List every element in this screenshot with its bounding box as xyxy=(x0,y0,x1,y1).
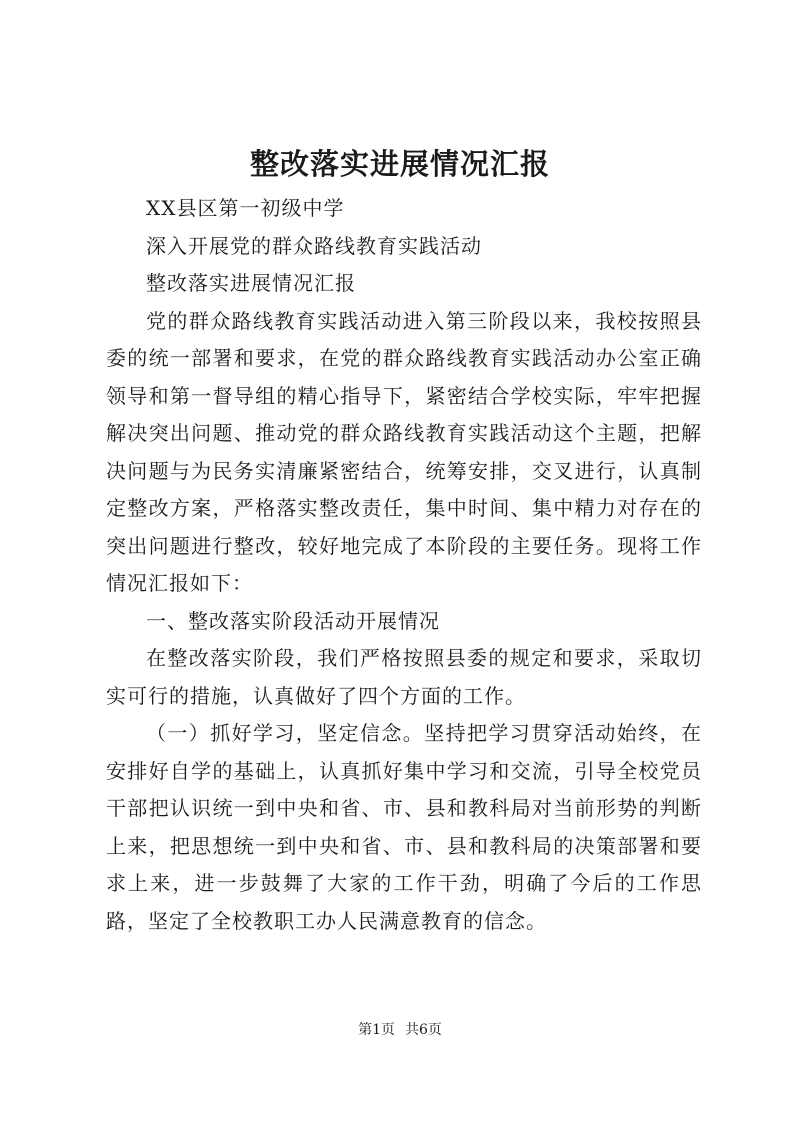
page-number: 第1页 xyxy=(358,1022,395,1038)
document-title: 整改落实进展情况汇报 xyxy=(249,147,550,181)
paragraph-item-1: （一）抓好学习，坚定信念。坚持把学习贯穿活动始终，在安排好自学的基础上，认真抓好集中学习和交流，引导全校党员干部把认识统一到中央和省、市、县和教科局对当前形势的判断上来，把思想统一到中央和省、市、县和教科局的决策部署和要求上来，进一步鼓舞了大家的工作干劲，明确了今后的工作思路，坚定了全校教职工办人民满意教育的信念。 xyxy=(106,721,702,933)
page-footer xyxy=(0,1020,800,1040)
section-heading-1: 一、整改落实阶段活动开展情况 xyxy=(146,608,440,633)
paragraph-school-name: XX县区第一初级中学 xyxy=(146,196,345,220)
document-body xyxy=(106,190,702,940)
paragraph-report-subtitle: 整改落实进展情况汇报 xyxy=(146,271,356,295)
paragraph-activity-name: 深入开展党的群众路线教育实践活动 xyxy=(146,233,482,258)
paragraph-section-1-intro: 在整改落实阶段，我们严格按照县委的规定和要求，采取切实可行的措施，认真做好了四个方面的工作。 xyxy=(106,646,702,708)
page-total: 共6页 xyxy=(405,1022,442,1038)
paragraph-introduction: 党的群众路线教育实践活动进入第三阶段以来，我校按照县委的统一部署和要求，在党的群众路线教育实践活动办公室正确领导和第一督导组的精心指导下，紧密结合学校实际，牢牢把握解决突出问题、推动党的群众路线教育实践活动这个主题，把解决问题与为民务实清廉紧密结合，统筹安排，交叉进行，认真制定整改方案，严格落实整改责任，集中时间、集中精力对存在的突出问题进行整改，较好地完成了本阶段的主要任务。现将工作情况汇报如下： xyxy=(106,308,702,595)
